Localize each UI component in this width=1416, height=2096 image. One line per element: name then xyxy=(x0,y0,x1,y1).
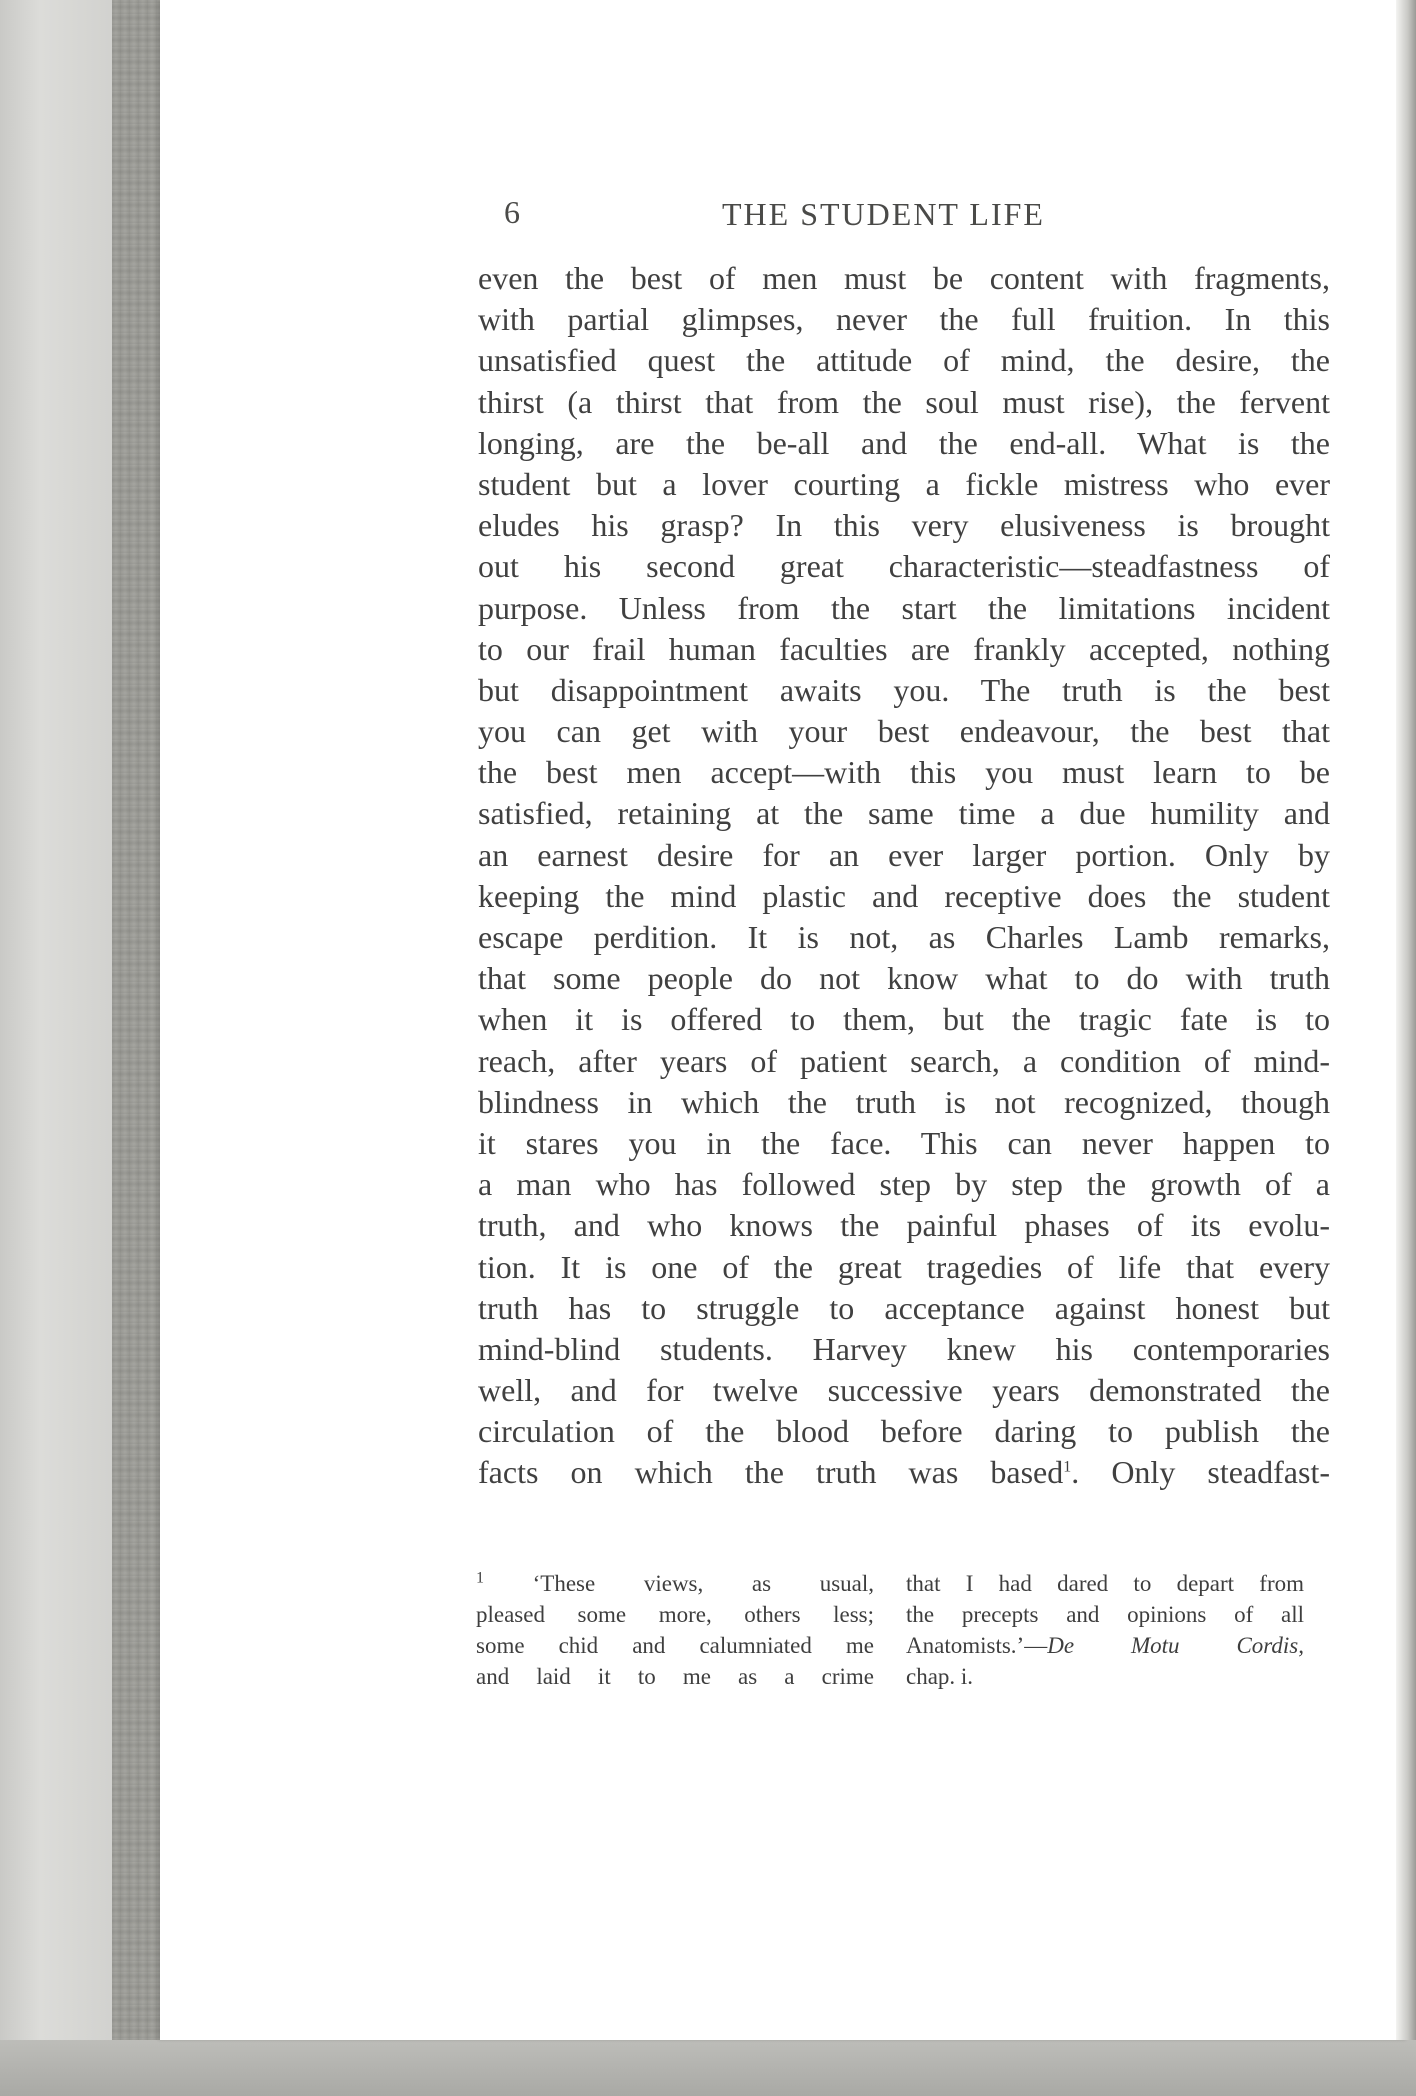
body-line: satisfied, retaining at the same time a due humility and xyxy=(478,795,1330,832)
body-line: longing, are the be-all and the end-all. What is the xyxy=(478,424,1330,461)
footnote-marker: 1 xyxy=(476,1569,484,1587)
page-header xyxy=(504,192,1324,242)
body-line: you can get with your best endeavour, the best that xyxy=(478,713,1330,750)
page-right-edge xyxy=(1396,0,1416,2040)
body-line: a man who has followed step by step the growth of a xyxy=(478,1166,1330,1203)
footnote-line: chap. i. xyxy=(906,1664,974,1689)
body-line: escape perdition. It is not, as Charles Lamb remarks, xyxy=(478,919,1330,955)
body-line: eludes his grasp? In this very elusiveness is brought xyxy=(478,507,1330,544)
body-line: but disappointment awaits you. The truth is the best xyxy=(478,671,1330,708)
body-line-last: facts on which the truth was based$^1$. Only steadfast- xyxy=(478,1454,1330,1491)
running-title: THE STUDENT LIFE xyxy=(722,196,1045,232)
footnote-right-column xyxy=(906,1568,1304,1692)
body-line: tion. It is one of the great tragedies of life that every xyxy=(478,1248,1330,1285)
footnote-line: $^1$ ‘These views, as usual, xyxy=(476,1569,874,1596)
body-line: that some people do not know what to do with truth xyxy=(478,960,1330,997)
footnote-line: some chid and calumniated me xyxy=(476,1633,874,1658)
body-line: student but a lover courting a fickle mistress who ever xyxy=(478,465,1330,502)
body-line-last-start: facts on which the truth was based xyxy=(478,1454,1064,1491)
body-line: even the best of men must be content with fragments, xyxy=(478,260,1330,296)
body-text xyxy=(478,258,1330,1494)
body-line: keeping the mind plastic and receptive does the student xyxy=(478,877,1330,914)
body-line: to our frail human faculties are frankly accepted, nothing xyxy=(478,630,1330,667)
page-number: 6 xyxy=(504,194,520,230)
body-line: well, and for twelve successive years demonstrated the xyxy=(478,1372,1330,1409)
body-line: unsatisfied quest the attitude of mind, the desire, the xyxy=(478,342,1330,379)
body-line: truth has to struggle to acceptance against honest but xyxy=(478,1289,1330,1326)
body-line: an earnest desire for an ever larger portion. Only by xyxy=(478,836,1330,873)
body-line: when it is offered to them, but the tragic fate is to xyxy=(478,1001,1330,1038)
body-line: blindness in which the truth is not recognized, though xyxy=(478,1083,1330,1120)
footnote-left-column xyxy=(476,1568,874,1692)
body-line: truth, and who knows the painful phases of its evolu- xyxy=(478,1207,1330,1244)
body-line: the best men accept—with this you must learn to be xyxy=(478,754,1330,791)
footnote-line: and laid it to me as a crime xyxy=(476,1664,874,1689)
body-line: with partial glimpses, never the full fruition. In this xyxy=(478,301,1330,338)
footnote-line: the precepts and opinions of all xyxy=(906,1602,1304,1627)
body-line: thirst (a thirst that from the soul must rise), the fervent xyxy=(478,383,1330,420)
footnote-reference: 1 xyxy=(1063,1458,1072,1476)
footnote-line: Anatomists.’—De Motu Cordis, xyxy=(906,1633,1304,1658)
body-line: it stares you in the face. This can never happen to xyxy=(478,1124,1330,1161)
scan-bottom-edge xyxy=(0,2040,1416,2096)
body-line: circulation of the blood before daring to publish the xyxy=(478,1413,1330,1450)
footnote-line: that I had dared to depart from xyxy=(906,1571,1304,1596)
body-line: mind-blind students. Harvey knew his contemporaries xyxy=(478,1330,1330,1367)
footnote-citation: De Motu Cordis, xyxy=(1047,1633,1304,1658)
body-line: reach, after years of patient search, a condition of mind- xyxy=(478,1042,1330,1079)
body-line: out his second great characteristic—steadfastness of xyxy=(478,548,1330,585)
footnote xyxy=(476,1568,1334,1708)
body-line: purpose. Unless from the start the limitations incident xyxy=(478,589,1330,626)
footnote-line: pleased some more, others less; xyxy=(476,1602,874,1627)
body-line-last-end: Only steadfast- xyxy=(1111,1454,1330,1491)
